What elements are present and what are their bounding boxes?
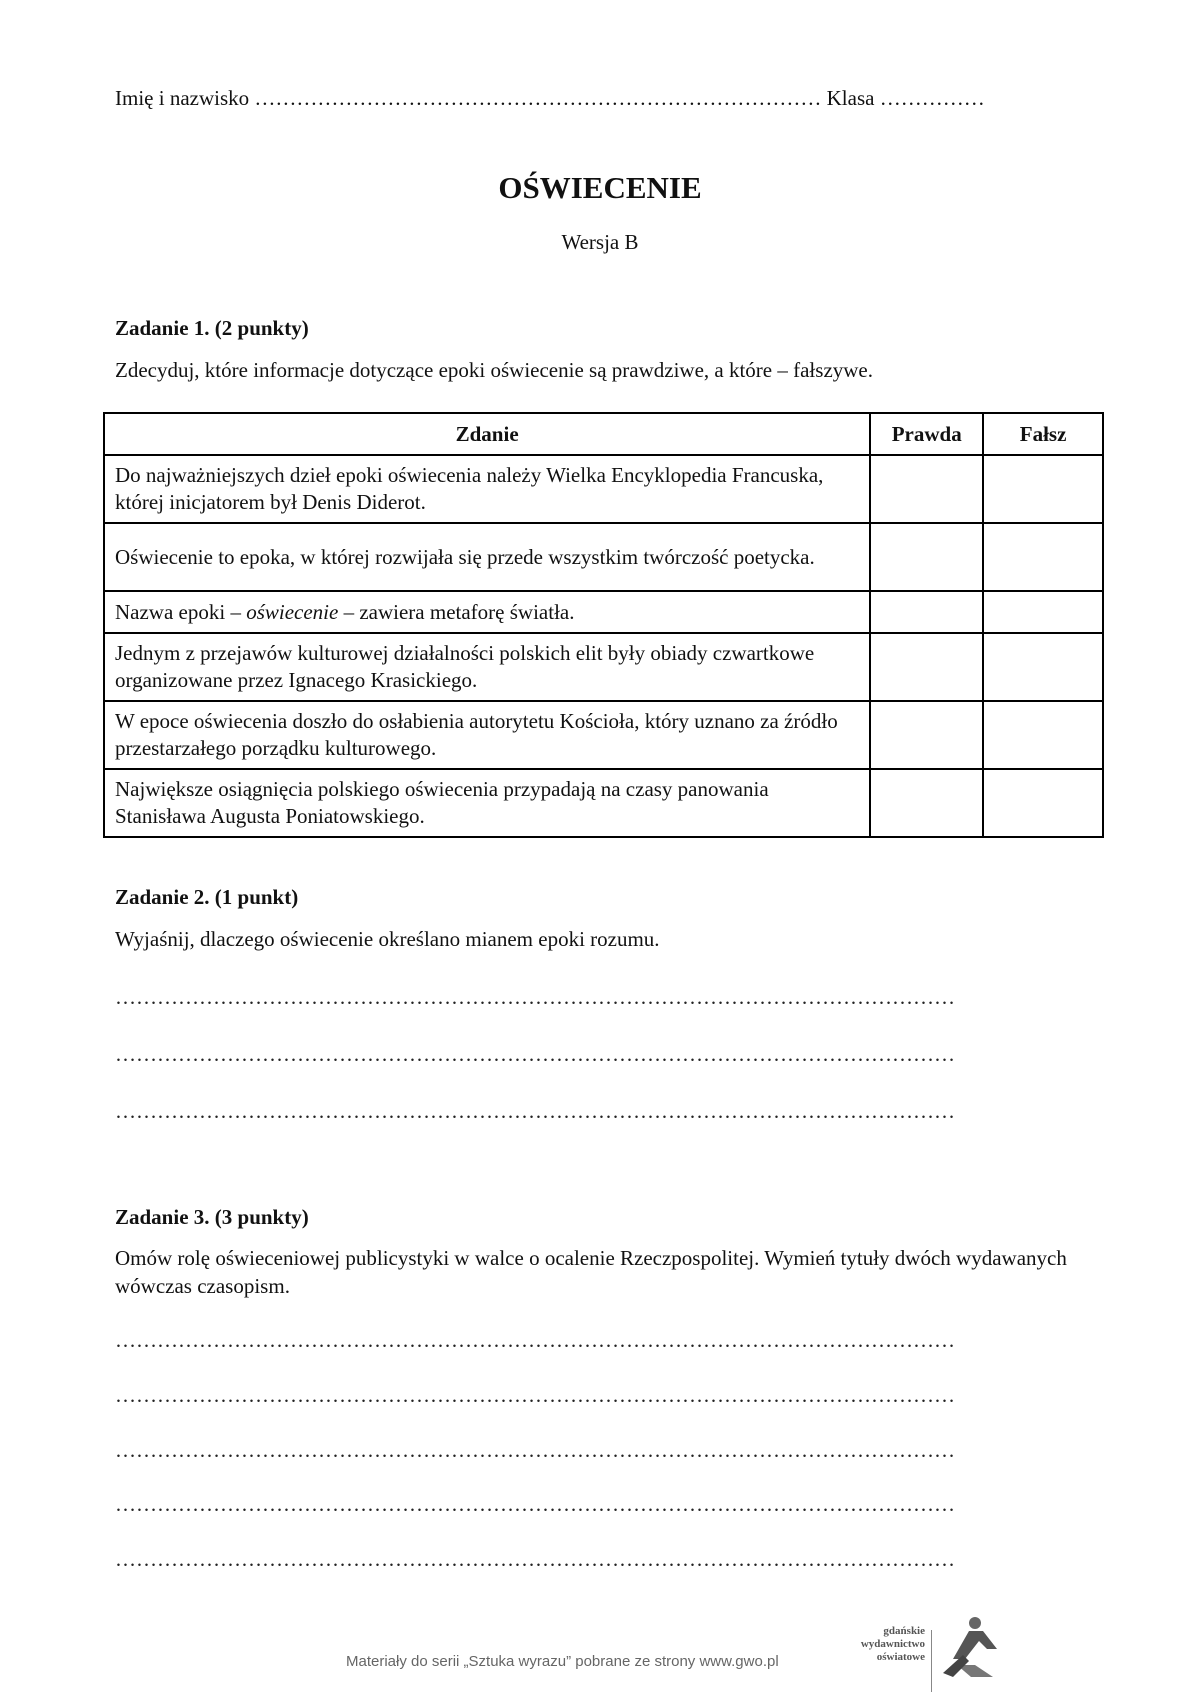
statement-cell — [104, 701, 870, 769]
table-row — [104, 523, 1103, 591]
task1-prompt: Zdecyduj, które informacje dotyczące epoki oświecenie są prawdziwe, a które – fałszywe. — [115, 358, 873, 382]
task3-prompt: Omów rolę oświeceniowej publicystyki w walce o ocalenie Rzeczpospolitej. Wymień tytuły dwóch wydawanych wówczas czasopism. — [115, 1246, 1067, 1298]
task3-answer-line[interactable]: ………………………………………………………………………………………………………… — [115, 1383, 955, 1407]
task2-heading: Zadanie 2. (1 punkt) — [115, 885, 299, 909]
statement-cell — [104, 591, 870, 633]
false-answer-cell[interactable] — [983, 633, 1103, 701]
student-info-line — [115, 86, 1095, 111]
table-row — [104, 769, 1103, 837]
footer-source-note: Materiały do serii „Sztuka wyrazu” pobrane ze strony www.gwo.pl — [346, 1653, 779, 1670]
true-answer-cell[interactable] — [870, 633, 983, 701]
logo-divider — [931, 1630, 932, 1692]
task3-answer-line[interactable]: ………………………………………………………………………………………………………… — [115, 1547, 955, 1571]
statement-cell — [104, 633, 870, 701]
statement-text: Jednym z przejawów kulturowej działalności polskich elit były obiady czwartkowe organizowane przez Ignacego Krasickiego. — [115, 641, 815, 692]
table-row — [104, 455, 1103, 523]
table-row — [104, 591, 1103, 633]
true-answer-cell[interactable] — [870, 523, 983, 591]
name-field[interactable]: ……………………………………………………………………… — [254, 86, 822, 110]
task3-answer-line[interactable]: ………………………………………………………………………………………………………… — [115, 1492, 955, 1516]
statement-text: Największe osiągnięcia polskiego oświecenia przypadają na czasy panowania Stanisława Augusta Poniatowskiego. — [115, 777, 769, 828]
column-header-true: Prawda — [870, 413, 983, 455]
task2-answer-line[interactable]: ………………………………………………………………………………………………………… — [115, 985, 955, 1009]
task2-answer-line[interactable]: ………………………………………………………………………………………………………… — [115, 1099, 955, 1123]
false-answer-cell[interactable] — [983, 523, 1103, 591]
statement-cell — [104, 523, 870, 591]
statement-text: Nazwa epoki – — [115, 599, 247, 624]
task3-heading: Zadanie 3. (3 punkty) — [115, 1205, 309, 1229]
logo-line: wydawnictwo — [860, 1638, 925, 1650]
logo-line: oświatowe — [876, 1651, 925, 1663]
false-answer-cell[interactable] — [983, 591, 1103, 633]
false-answer-cell[interactable] — [983, 701, 1103, 769]
page-title: OŚWIECENIE — [498, 170, 702, 205]
true-false-table — [103, 412, 1104, 838]
class-field[interactable]: …………… — [879, 86, 985, 110]
publisher-logo-text — [830, 1625, 925, 1664]
version-label: Wersja B — [561, 230, 639, 254]
table-header-row — [104, 413, 1103, 455]
statement-text: Do najważniejszych dzieł epoki oświecenia należy Wielka Encyklopedia Francuska, której inicjatorem był Denis Diderot. — [115, 463, 824, 514]
column-header-statement: Zdanie — [104, 413, 870, 455]
false-answer-cell[interactable] — [983, 455, 1103, 523]
statement-cell — [104, 455, 870, 523]
statement-text: – zawiera metaforę światła. — [338, 599, 575, 624]
class-label: Klasa — [826, 86, 875, 110]
true-answer-cell[interactable] — [870, 769, 983, 837]
logo-line: gdańskie — [883, 1625, 925, 1637]
publisher-logo-icon — [935, 1615, 1005, 1685]
statement-cell — [104, 769, 870, 837]
true-answer-cell[interactable] — [870, 701, 983, 769]
statement-text: Oświecenie to epoka, w której rozwijała się przede wszystkim twórczość poetycka. — [115, 544, 815, 569]
table-row — [104, 701, 1103, 769]
task2-prompt: Wyjaśnij, dlaczego oświecenie określano mianem epoki rozumu. — [115, 927, 660, 951]
statement-text: W epoce oświecenia doszło do osłabienia autorytetu Kościoła, który uznano za źródło przestarzałego porządku kulturowego. — [115, 709, 838, 760]
table-row — [104, 633, 1103, 701]
task3-answer-line[interactable]: ………………………………………………………………………………………………………… — [115, 1438, 955, 1462]
column-header-false: Fałsz — [983, 413, 1103, 455]
task1-heading: Zadanie 1. (2 punkty) — [115, 316, 309, 340]
statement-term-italic: oświecenie — [246, 599, 339, 624]
false-answer-cell[interactable] — [983, 769, 1103, 837]
task3-answer-line[interactable]: ………………………………………………………………………………………………………… — [115, 1328, 955, 1352]
true-answer-cell[interactable] — [870, 591, 983, 633]
name-label: Imię i nazwisko — [115, 86, 250, 110]
task2-answer-line[interactable]: ………………………………………………………………………………………………………… — [115, 1042, 955, 1066]
true-answer-cell[interactable] — [870, 455, 983, 523]
